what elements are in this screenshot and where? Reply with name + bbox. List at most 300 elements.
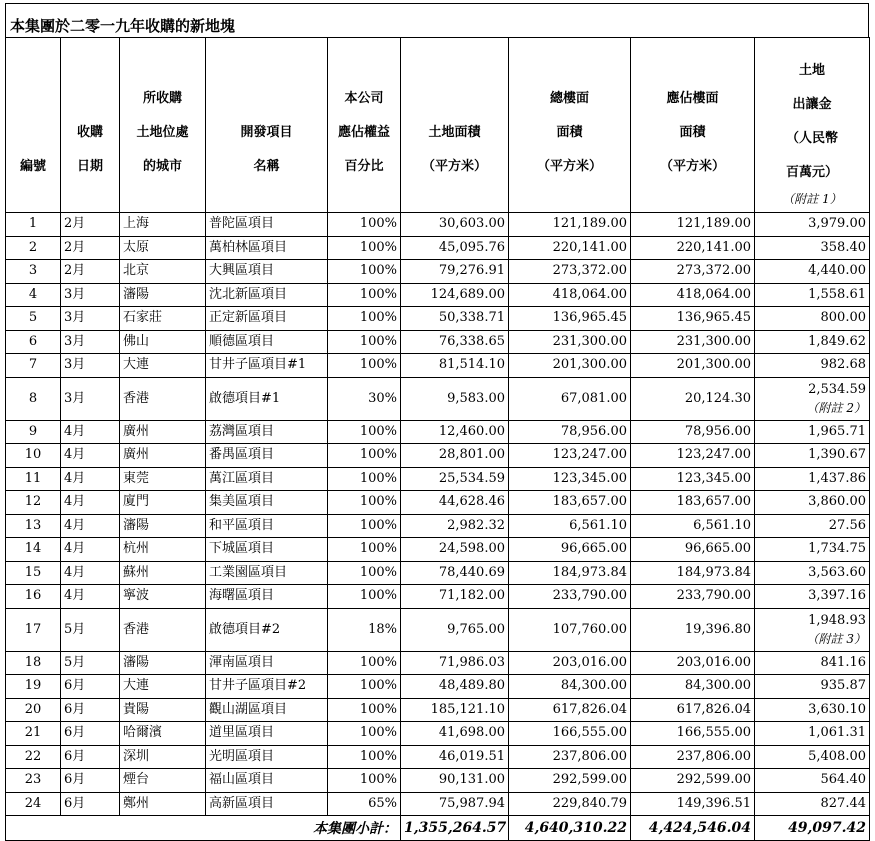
header-gfa-2: 面積: [556, 125, 583, 140]
row-date-value: 6月: [64, 701, 86, 717]
row-premium-value: 3,860.00: [808, 494, 866, 510]
row-attrib-gfa: [631, 675, 755, 699]
row-attrib-gfa: [631, 651, 755, 675]
row-premium-value: 841.16: [820, 654, 866, 670]
row-interest: [328, 444, 401, 468]
row-land-area-value: 185,121.10: [430, 701, 505, 717]
row-number: [6, 236, 61, 260]
row-city-value: 哈爾濱: [123, 725, 163, 741]
row-city: [120, 608, 206, 651]
row-premium: [755, 283, 870, 307]
table-row: [6, 467, 870, 491]
row-project: [206, 538, 328, 562]
table-row: [6, 307, 870, 331]
table-row: [6, 538, 870, 562]
row-date: [61, 444, 120, 468]
row-attrib-gfa: [631, 722, 755, 746]
row-date: [61, 651, 120, 675]
row-city-value: 杭州: [123, 541, 150, 557]
row-date-value: 5月: [64, 621, 86, 637]
row-premium: [755, 561, 870, 585]
row-project-value: 萬柏林區項目: [209, 239, 288, 255]
row-premium-value: 1,948.93: [808, 612, 866, 628]
row-city: [120, 213, 206, 237]
row-attrib-gfa-value: 136,965.45: [676, 310, 751, 326]
header-date-1: 收購: [76, 125, 103, 140]
row-number: [6, 283, 61, 307]
row-attrib-gfa: [631, 538, 755, 562]
row-attrib-gfa-value: 220,141.00: [676, 239, 751, 255]
row-project-value: 普陀區項目: [209, 216, 275, 232]
row-attrib-gfa-value: 166,555.00: [676, 725, 751, 741]
table-row: [6, 675, 870, 699]
row-gfa: [509, 722, 631, 746]
row-number: [6, 722, 61, 746]
row-date-value: 3月: [64, 286, 86, 302]
row-attrib-gfa: [631, 745, 755, 769]
row-premium: [755, 792, 870, 816]
row-interest-value: 100%: [359, 772, 397, 788]
row-premium: [755, 514, 870, 538]
row-project: [206, 651, 328, 675]
row-premium-value: 3,630.10: [808, 701, 866, 717]
row-number-value: 15: [24, 564, 42, 580]
row-number: [6, 420, 61, 444]
row-gfa-value: 220,141.00: [552, 239, 627, 255]
header-city-1: 所收購: [142, 91, 182, 106]
row-project: [206, 354, 328, 378]
row-land-area: [401, 769, 509, 793]
row-number: [6, 354, 61, 378]
row-interest: [328, 260, 401, 284]
table-row: [6, 213, 870, 237]
row-project: [206, 698, 328, 722]
row-project-value: 高新區項目: [209, 795, 275, 811]
row-attrib-gfa: [631, 236, 755, 260]
row-date: [61, 283, 120, 307]
row-city: [120, 377, 206, 420]
row-interest-value: 100%: [359, 216, 397, 232]
row-project-value: 和平區項目: [209, 517, 275, 533]
row-attrib-gfa-value: 184,973.84: [676, 564, 751, 580]
row-land-area: [401, 444, 509, 468]
row-gfa: [509, 420, 631, 444]
row-land-area: [401, 745, 509, 769]
row-number-value: 5: [28, 310, 38, 326]
row-premium: [755, 420, 870, 444]
row-gfa-value: 203,016.00: [552, 654, 627, 670]
header-attrib-gfa-1: 應佔樓面: [666, 91, 719, 106]
row-interest-value: 100%: [359, 423, 397, 439]
row-attrib-gfa-value: 6,561.10: [693, 517, 751, 533]
row-city-value: 大連: [123, 678, 150, 694]
row-project-value: 正定新區項目: [209, 310, 288, 326]
row-number-value: 18: [24, 654, 42, 670]
subtotal-land-area: 1,355,264.57: [401, 816, 509, 841]
row-interest: [328, 561, 401, 585]
row-attrib-gfa-value: 20,124.30: [684, 390, 751, 406]
row-land-area: [401, 420, 509, 444]
row-project-value: 甘井子區項目#2: [209, 678, 307, 694]
table-row: [6, 444, 870, 468]
row-project: [206, 514, 328, 538]
row-attrib-gfa: [631, 307, 755, 331]
row-land-area-value: 9,765.00: [447, 621, 505, 637]
subtotal-attrib-gfa: 4,424,546.04: [631, 816, 755, 841]
row-attrib-gfa-value: 203,016.00: [676, 654, 751, 670]
header-premium-2: 出讓金: [792, 97, 832, 112]
row-project: [206, 283, 328, 307]
row-interest: [328, 538, 401, 562]
table-row: [6, 377, 870, 420]
row-land-area: [401, 561, 509, 585]
header-no: [6, 38, 61, 213]
row-attrib-gfa-value: 292,599.00: [676, 772, 751, 788]
row-interest: [328, 514, 401, 538]
row-project-value: 啟德項目#1: [209, 390, 281, 406]
header-gfa-1: 總樓面: [549, 91, 589, 106]
row-gfa: [509, 585, 631, 609]
row-number: [6, 514, 61, 538]
table-row: [6, 420, 870, 444]
row-premium: [755, 675, 870, 699]
row-attrib-gfa-value: 78,956.00: [684, 423, 751, 439]
row-interest-value: 100%: [359, 701, 397, 717]
row-city-value: 香港: [123, 390, 150, 406]
row-interest-value: 100%: [359, 239, 397, 255]
row-premium-note: （附註 3）: [806, 631, 866, 646]
row-project-value: 大興區項目: [209, 263, 275, 279]
table-row: [6, 561, 870, 585]
row-project: [206, 236, 328, 260]
table-row: [6, 651, 870, 675]
row-gfa: [509, 377, 631, 420]
row-number-value: 4: [28, 286, 38, 302]
row-date: [61, 330, 120, 354]
row-city: [120, 491, 206, 515]
row-land-area-value: 28,801.00: [438, 447, 505, 463]
row-number: [6, 260, 61, 284]
row-interest-value: 100%: [359, 470, 397, 486]
row-city-value: 瀋陽: [123, 517, 150, 533]
row-gfa: [509, 651, 631, 675]
row-land-area: [401, 538, 509, 562]
row-attrib-gfa-value: 418,064.00: [676, 286, 751, 302]
row-number-value: 17: [24, 621, 42, 637]
row-gfa: [509, 283, 631, 307]
row-number: [6, 467, 61, 491]
row-city-value: 瀋陽: [123, 654, 150, 670]
row-number-value: 12: [24, 494, 42, 510]
row-date: [61, 561, 120, 585]
row-date-value: 4月: [64, 588, 86, 604]
table-row: [6, 491, 870, 515]
row-number-value: 8: [28, 390, 38, 406]
row-number-value: 19: [24, 678, 42, 694]
row-interest: [328, 675, 401, 699]
row-land-area: [401, 491, 509, 515]
row-premium-value: 827.44: [820, 795, 866, 811]
row-land-area-value: 44,628.46: [438, 494, 505, 510]
row-number: [6, 769, 61, 793]
header-no-label: 編號: [19, 159, 46, 174]
row-project-value: 福山區項目: [209, 772, 275, 788]
row-number-value: 2: [28, 239, 38, 255]
row-premium-value: 1,390.67: [808, 447, 866, 463]
row-attrib-gfa-value: 19,396.80: [684, 621, 751, 637]
row-project: [206, 467, 328, 491]
row-city: [120, 260, 206, 284]
row-project-value: 啟德項目#2: [209, 621, 281, 637]
row-gfa: [509, 698, 631, 722]
header-city-3: 的城市: [142, 159, 182, 174]
row-city: [120, 283, 206, 307]
row-interest-value: 100%: [359, 564, 397, 580]
row-attrib-gfa: [631, 769, 755, 793]
header-project-2: 名稱: [253, 159, 280, 174]
row-city-value: 深圳: [123, 748, 150, 764]
row-land-area: [401, 354, 509, 378]
row-gfa-value: 231,300.00: [552, 333, 627, 349]
row-attrib-gfa-value: 121,189.00: [676, 216, 751, 232]
row-number-value: 16: [24, 588, 42, 604]
row-interest: [328, 236, 401, 260]
row-gfa-value: 6,561.10: [569, 517, 627, 533]
row-city: [120, 769, 206, 793]
row-project: [206, 585, 328, 609]
table-row: [6, 236, 870, 260]
row-premium-value: 982.68: [820, 357, 866, 373]
row-gfa-value: 233,790.00: [552, 588, 627, 604]
row-date: [61, 769, 120, 793]
row-premium: [755, 745, 870, 769]
row-date-value: 3月: [64, 390, 86, 406]
row-premium: [755, 330, 870, 354]
row-project: [206, 420, 328, 444]
row-number-value: 22: [24, 748, 42, 764]
row-gfa: [509, 491, 631, 515]
row-date-value: 6月: [64, 678, 86, 694]
row-interest-value: 100%: [359, 357, 397, 373]
row-city: [120, 467, 206, 491]
row-project-value: 工業園區項目: [209, 564, 288, 580]
row-city-value: 鄭州: [123, 795, 150, 811]
row-gfa: [509, 745, 631, 769]
row-interest: [328, 467, 401, 491]
row-attrib-gfa: [631, 420, 755, 444]
subtotal-premium: 49,097.42: [755, 816, 870, 841]
row-number: [6, 608, 61, 651]
subtotal-label: 本集團小計：: [6, 816, 401, 841]
row-land-area: [401, 260, 509, 284]
header-land-area-2: （平方米）: [421, 159, 487, 174]
header-premium-note: （附註 1）: [782, 192, 842, 206]
header-interest-3: 百分比: [344, 159, 384, 174]
row-premium-value: 4,440.00: [808, 263, 866, 279]
header-premium-3: （人民幣: [785, 131, 838, 146]
row-date: [61, 585, 120, 609]
row-number-value: 3: [28, 263, 38, 279]
row-attrib-gfa: [631, 330, 755, 354]
row-city-value: 佛山: [123, 333, 150, 349]
row-attrib-gfa-value: 149,396.51: [676, 795, 751, 811]
row-date: [61, 722, 120, 746]
header-date: [61, 38, 120, 213]
row-gfa-value: 67,081.00: [560, 390, 627, 406]
row-land-area: [401, 213, 509, 237]
row-land-area-value: 25,534.59: [438, 470, 505, 486]
row-gfa: [509, 467, 631, 491]
row-premium: [755, 722, 870, 746]
row-date-value: 4月: [64, 423, 86, 439]
row-premium-value: 27.56: [828, 517, 866, 533]
row-number: [6, 561, 61, 585]
row-project-value: 下城區項目: [209, 541, 275, 557]
table-row: [6, 608, 870, 651]
row-city-value: 蘇州: [123, 564, 150, 580]
header-date-2: 日期: [76, 159, 103, 174]
row-attrib-gfa: [631, 698, 755, 722]
header-city: [120, 38, 206, 213]
row-premium: [755, 213, 870, 237]
row-date: [61, 675, 120, 699]
row-land-area: [401, 307, 509, 331]
row-interest: [328, 608, 401, 651]
row-gfa: [509, 354, 631, 378]
row-gfa: [509, 307, 631, 331]
row-premium-value: 358.40: [820, 239, 866, 255]
row-number: [6, 745, 61, 769]
row-number: [6, 444, 61, 468]
row-date-value: 4月: [64, 517, 86, 533]
row-land-area-value: 48,489.80: [438, 678, 505, 694]
row-gfa: [509, 608, 631, 651]
row-project: [206, 561, 328, 585]
row-premium-value: 3,979.00: [808, 216, 866, 232]
row-land-area: [401, 608, 509, 651]
table-row: [6, 283, 870, 307]
row-project: [206, 444, 328, 468]
row-land-area-value: 46,019.51: [438, 748, 505, 764]
row-date: [61, 236, 120, 260]
row-attrib-gfa-value: 273,372.00: [676, 263, 751, 279]
row-gfa-value: 121,189.00: [552, 216, 627, 232]
row-interest: [328, 354, 401, 378]
row-attrib-gfa: [631, 467, 755, 491]
table-row: [6, 722, 870, 746]
row-number: [6, 698, 61, 722]
row-interest-value: 100%: [359, 447, 397, 463]
row-gfa: [509, 769, 631, 793]
row-city-value: 東莞: [123, 470, 150, 486]
row-project: [206, 330, 328, 354]
row-land-area: [401, 236, 509, 260]
row-attrib-gfa-value: 183,657.00: [676, 494, 751, 510]
row-number: [6, 213, 61, 237]
row-project: [206, 608, 328, 651]
row-interest: [328, 651, 401, 675]
row-premium: [755, 354, 870, 378]
row-attrib-gfa-value: 233,790.00: [676, 588, 751, 604]
row-city-value: 大連: [123, 357, 150, 373]
row-attrib-gfa: [631, 585, 755, 609]
row-interest: [328, 585, 401, 609]
row-interest: [328, 420, 401, 444]
header-attrib-gfa-2: 面積: [679, 125, 706, 140]
row-number: [6, 491, 61, 515]
row-interest-value: 100%: [359, 725, 397, 741]
row-premium: [755, 260, 870, 284]
row-attrib-gfa-value: 237,806.00: [676, 748, 751, 764]
row-land-area-value: 2,982.32: [447, 517, 505, 533]
header-interest-2: 應佔權益: [337, 125, 390, 140]
row-land-area-value: 24,598.00: [438, 541, 505, 557]
row-land-area: [401, 330, 509, 354]
row-gfa: [509, 260, 631, 284]
row-interest-value: 100%: [359, 654, 397, 670]
row-attrib-gfa-value: 84,300.00: [684, 678, 751, 694]
subtotal-gfa: 4,640,310.22: [509, 816, 631, 841]
row-date-value: 6月: [64, 795, 86, 811]
row-gfa-value: 123,345.00: [552, 470, 627, 486]
row-land-area-value: 79,276.91: [438, 263, 505, 279]
row-date: [61, 467, 120, 491]
row-city: [120, 307, 206, 331]
header-project: [206, 38, 328, 213]
row-project-value: 沈北新區項目: [209, 286, 288, 302]
row-interest: [328, 307, 401, 331]
row-gfa: [509, 444, 631, 468]
row-city: [120, 792, 206, 816]
row-number: [6, 377, 61, 420]
header-land-area-1: 土地面積: [428, 125, 481, 140]
row-project: [206, 722, 328, 746]
row-date-value: 2月: [64, 239, 86, 255]
header-city-2: 土地位處: [136, 125, 189, 140]
header-interest: [328, 38, 401, 213]
row-interest-value: 18%: [368, 621, 397, 637]
row-gfa-value: 237,806.00: [552, 748, 627, 764]
row-gfa: [509, 675, 631, 699]
row-gfa: [509, 538, 631, 562]
row-city-value: 北京: [123, 263, 150, 279]
table-row: [6, 260, 870, 284]
row-gfa-value: 136,965.45: [552, 310, 627, 326]
row-gfa-value: 183,657.00: [552, 494, 627, 510]
row-project: [206, 213, 328, 237]
row-interest-value: 30%: [368, 390, 397, 406]
row-interest-value: 100%: [359, 588, 397, 604]
row-premium-value: 5,408.00: [808, 748, 866, 764]
row-interest-value: 100%: [359, 310, 397, 326]
row-city: [120, 538, 206, 562]
header-gfa: [509, 38, 631, 213]
row-date: [61, 213, 120, 237]
row-attrib-gfa-value: 96,665.00: [684, 541, 751, 557]
header-attrib-gfa-3: （平方米）: [659, 159, 725, 174]
row-attrib-gfa-value: 231,300.00: [676, 333, 751, 349]
row-number: [6, 585, 61, 609]
row-land-area: [401, 377, 509, 420]
row-attrib-gfa: [631, 213, 755, 237]
row-project-value: 萬江區項目: [209, 470, 275, 486]
row-attrib-gfa-value: 123,345.00: [676, 470, 751, 486]
row-land-area: [401, 467, 509, 491]
table-row: [6, 745, 870, 769]
row-land-area-value: 124,689.00: [430, 286, 505, 302]
row-date-value: 4月: [64, 541, 86, 557]
row-city: [120, 236, 206, 260]
